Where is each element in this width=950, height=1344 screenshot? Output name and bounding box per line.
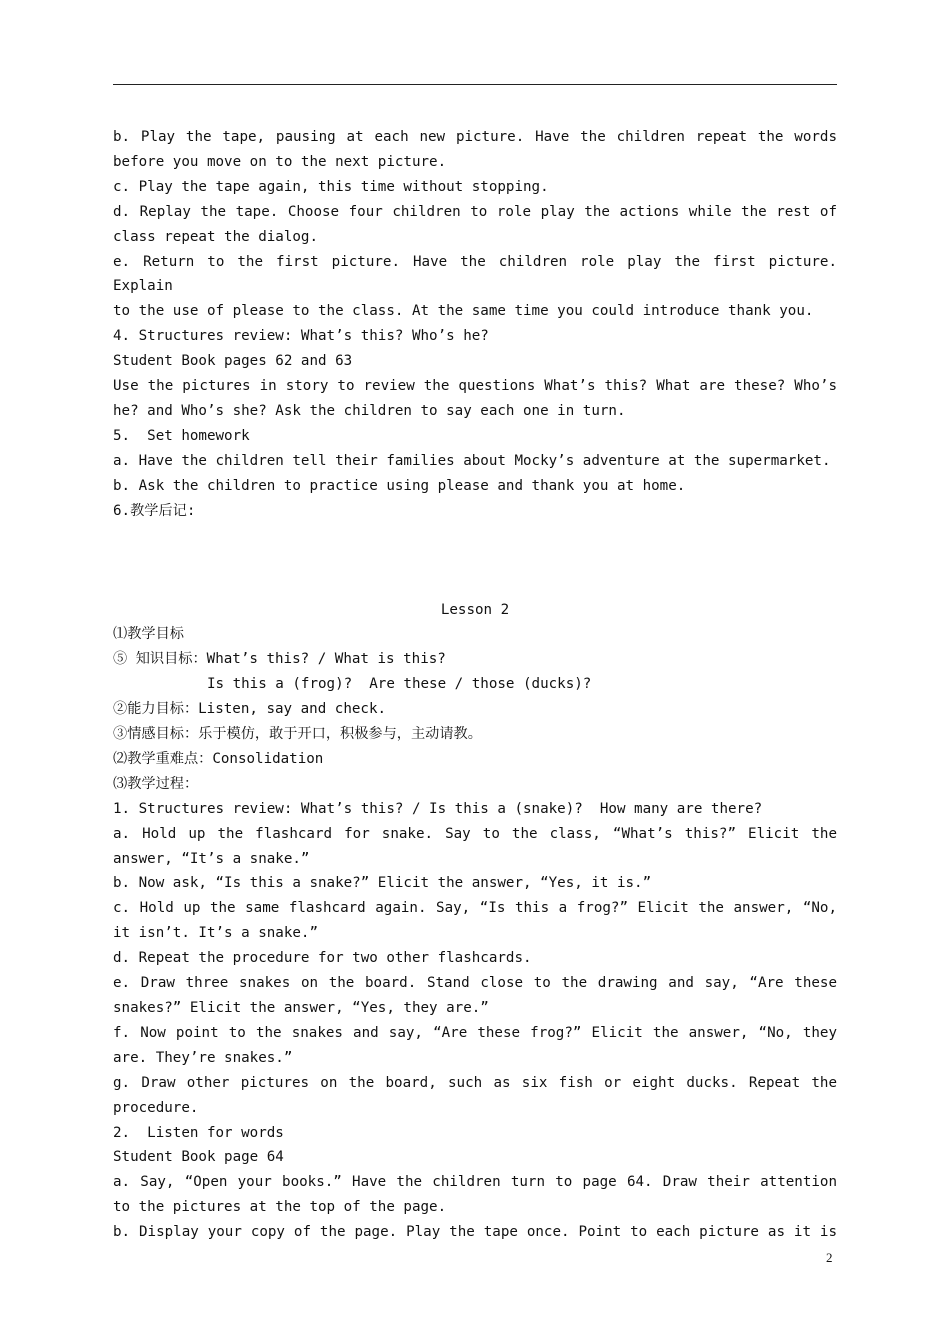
text-line: e. Return to the first picture. Have the children role play the first picture. Explain <box>113 253 837 295</box>
text-line: snakes?” Elicit the answer, “Yes, they are.” <box>113 1000 489 1016</box>
text-line: Student Book pages 62 and 63 <box>113 353 353 370</box>
header-rule <box>113 84 837 85</box>
text-line: 5. Set homework <box>113 427 250 444</box>
text-line: to the pictures at the top of the page. <box>113 1199 447 1216</box>
text-line: ②能力目标：Listen, say and check. <box>113 701 387 718</box>
section-lesson2 <box>113 622 837 1245</box>
lesson-title: Lesson 2 <box>440 601 510 618</box>
text-line: a. Hold up the flashcard for snake. Say to the class, “What’s this?” Elicit the <box>113 825 837 842</box>
text-line: ③情感目标：乐于模仿，敢于开口，积极参与，主动请教。 <box>113 726 482 743</box>
text-line: before you move on to the next picture. <box>113 153 447 170</box>
text-line: he? and Who’s she? Ask the children to say each one in turn. <box>113 402 626 419</box>
text-line: b. Ask the children to practice using please and thank you at home. <box>113 477 686 494</box>
text-line: a. Say, “Open your books.” Have the children turn to page 64. Draw their attention <box>113 1174 837 1191</box>
text-line: g. Draw other pictures on the board, such as six fish or eight ducks. Repeat the <box>113 1074 837 1091</box>
page-number: 2 <box>826 1250 833 1265</box>
text-line: it isn’t. It’s a snake.” <box>113 925 318 942</box>
text-line: Student Book page 64 <box>113 1149 284 1166</box>
text-line: to the use of please to the class. At the same time you could introduce thank you. <box>113 303 814 320</box>
text-line: are. They’re snakes.” <box>113 1049 293 1066</box>
text-line: 6.教学后记: <box>113 502 196 519</box>
text-line: class repeat the dialog. <box>113 228 318 245</box>
text-line: 2. Listen for words <box>113 1124 284 1141</box>
text-line: procedure. <box>113 1099 199 1116</box>
text-line: answer, “It’s a snake.” <box>113 850 310 867</box>
text-line: a. Have the children tell their families about Mocky’s adventure at the supermarket. <box>113 452 831 469</box>
blank-space <box>113 524 837 598</box>
page-body <box>113 125 837 1245</box>
text-line: f. Now point to the snakes and say, “Are these frog?” Elicit the answer, “No, they <box>113 1024 837 1041</box>
text-line: ⑵教学重难点：Consolidation <box>113 750 324 767</box>
text-line: d. Replay the tape. Choose four children to role play the actions while the rest of <box>113 203 837 220</box>
text-line: b. Play the tape, pausing at each new picture. Have the children repeat the words <box>113 129 837 145</box>
text-line: e. Draw three snakes on the board. Stand close to the drawing and say, “Are these <box>113 975 837 992</box>
text-line: 1. Structures review: What’s this? / Is this a (snake)? How many are there? <box>113 800 763 817</box>
text-line: Use the pictures in story to review the questions What’s this? What are these? Who’s <box>113 378 837 395</box>
text-line: b. Now ask, “Is this a snake?” Elicit the answer, “Yes, it is.” <box>113 875 652 892</box>
text-line: 4. Structures review: What’s this? Who’s he? <box>113 328 489 345</box>
text-line: d. Repeat the procedure for two other flashcards. <box>113 950 532 967</box>
text-line: c. Hold up the same flashcard again. Say, “Is this a frog?” Elicit the answer, “No, <box>113 900 837 917</box>
text-line: b. Display your copy of the page. Play the tape once. Point to each picture as it is <box>113 1224 837 1241</box>
text-line: Is this a (frog)? Are these / those (ducks)? <box>113 676 592 693</box>
text-line: ⑴教学目标 <box>113 626 184 643</box>
text-line: c. Play the tape again, this time without stopping. <box>113 178 549 195</box>
text-line: ⑶教学过程： <box>113 775 199 792</box>
section-lesson1-continued <box>113 125 837 524</box>
text-line: ⑤ 知识目标：What’s this? / What is this? <box>113 651 446 668</box>
